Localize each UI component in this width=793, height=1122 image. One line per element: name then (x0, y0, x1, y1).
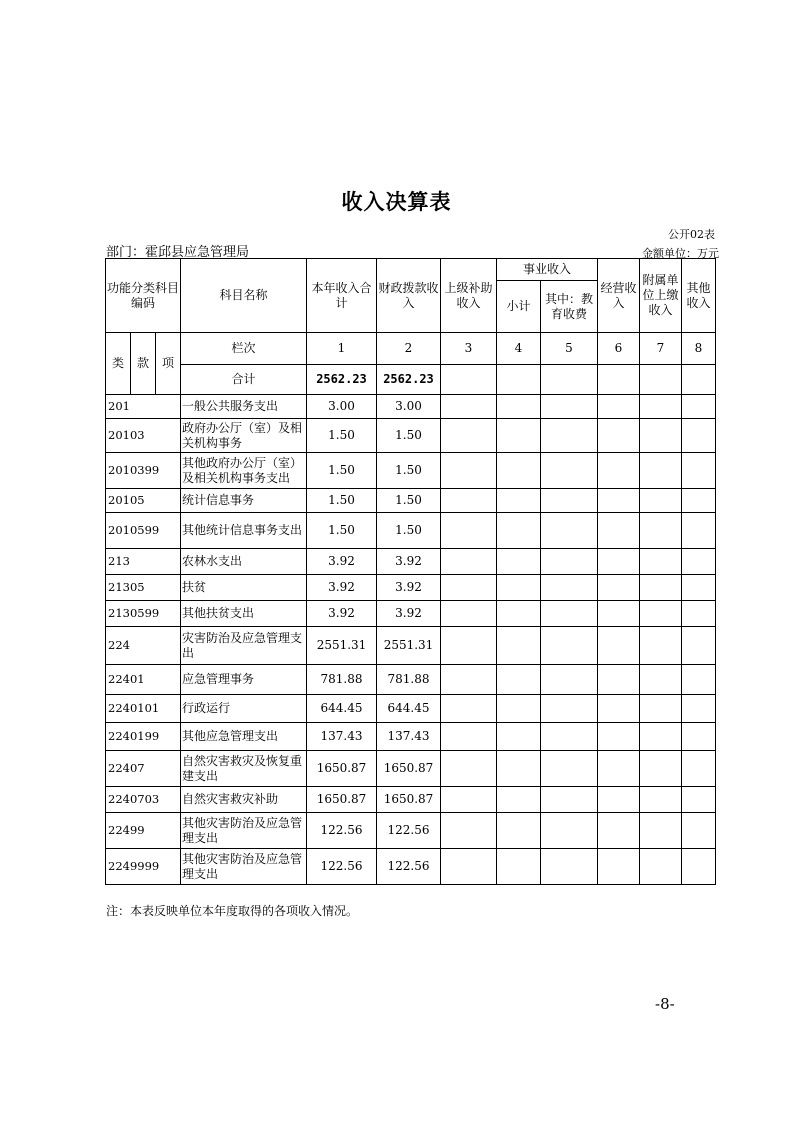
empty-cell (682, 601, 716, 627)
row-total: 137.43 (307, 723, 377, 751)
row-code: 2130599 (106, 601, 181, 627)
column-number: 4 (497, 333, 541, 365)
empty-cell (682, 787, 716, 813)
form-number: 公开02表 (668, 228, 715, 241)
empty-cell (598, 365, 640, 395)
sum-total: 2562.23 (307, 365, 377, 395)
column-number: 1 (307, 333, 377, 365)
empty-cell (497, 695, 541, 723)
row-code: 22499 (106, 813, 181, 849)
table-row (106, 453, 716, 489)
table-row (106, 849, 716, 885)
row-total: 122.56 (307, 813, 377, 849)
empty-cell (598, 751, 640, 787)
row-code: 2240101 (106, 695, 181, 723)
empty-cell (682, 849, 716, 885)
empty-cell (682, 453, 716, 489)
row-fiscal: 1.50 (377, 419, 441, 453)
empty-cell (598, 489, 640, 513)
empty-cell (441, 453, 497, 489)
empty-cell (640, 419, 682, 453)
empty-cell (598, 627, 640, 665)
empty-cell (598, 601, 640, 627)
empty-cell (541, 849, 598, 885)
empty-cell (541, 395, 598, 419)
table-row (106, 751, 716, 787)
header-code: 功能分类科目编码 (106, 259, 181, 333)
header-business-sub: 小计 (497, 281, 541, 333)
empty-cell (598, 695, 640, 723)
row-fiscal: 3.00 (377, 395, 441, 419)
empty-cell (640, 365, 682, 395)
empty-cell (682, 489, 716, 513)
row-total: 3.92 (307, 601, 377, 627)
column-number: 6 (598, 333, 640, 365)
empty-cell (640, 395, 682, 419)
row-fiscal: 3.92 (377, 549, 441, 575)
row-fiscal: 644.45 (377, 695, 441, 723)
row-code: 2010399 (106, 453, 181, 489)
empty-cell (682, 365, 716, 395)
empty-cell (598, 453, 640, 489)
column-number-row (106, 333, 716, 365)
page-number: -8- (655, 995, 675, 1013)
row-name: 其他灾害防治及应急管理支出 (181, 813, 307, 849)
row-name: 自然灾害救灾及恢复重建支出 (181, 751, 307, 787)
page-title: 收入决算表 (341, 190, 452, 214)
row-name: 其他政府办公厅（室）及相关机构事务支出 (181, 453, 307, 489)
row-name: 其他统计信息事务支出 (181, 513, 307, 549)
empty-cell (541, 665, 598, 695)
empty-cell (640, 513, 682, 549)
empty-cell (682, 575, 716, 601)
empty-cell (541, 601, 598, 627)
empty-cell (541, 575, 598, 601)
empty-cell (682, 513, 716, 549)
empty-cell (441, 549, 497, 575)
row-fiscal: 3.92 (377, 601, 441, 627)
header-other: 其他收入 (682, 259, 716, 333)
header-affiliated: 附属单位上缴收入 (640, 259, 682, 333)
empty-cell (541, 549, 598, 575)
empty-cell (682, 395, 716, 419)
row-total: 1.50 (307, 489, 377, 513)
row-code: 20105 (106, 489, 181, 513)
empty-cell (640, 787, 682, 813)
row-fiscal: 2551.31 (377, 627, 441, 665)
row-code: 2249999 (106, 849, 181, 885)
empty-cell (541, 695, 598, 723)
empty-cell (497, 751, 541, 787)
row-total: 1650.87 (307, 751, 377, 787)
row-name: 一般公共服务支出 (181, 395, 307, 419)
table-row (106, 575, 716, 601)
table-row (106, 695, 716, 723)
empty-cell (497, 453, 541, 489)
empty-cell (640, 575, 682, 601)
row-fiscal: 122.56 (377, 813, 441, 849)
column-number: 3 (441, 333, 497, 365)
empty-cell (640, 453, 682, 489)
empty-cell (441, 787, 497, 813)
empty-cell (598, 513, 640, 549)
empty-cell (640, 665, 682, 695)
empty-cell (497, 395, 541, 419)
row-total: 781.88 (307, 665, 377, 695)
row-total: 2551.31 (307, 627, 377, 665)
empty-cell (541, 489, 598, 513)
empty-cell (640, 627, 682, 665)
empty-cell (682, 723, 716, 751)
empty-cell (682, 665, 716, 695)
income-table (105, 258, 716, 885)
empty-cell (640, 751, 682, 787)
empty-cell (640, 723, 682, 751)
table-row (106, 489, 716, 513)
empty-cell (598, 813, 640, 849)
column-number: 8 (682, 333, 716, 365)
row-code: 2240199 (106, 723, 181, 751)
row-name: 扶贫 (181, 575, 307, 601)
column-number: 7 (640, 333, 682, 365)
empty-cell (497, 723, 541, 751)
column-number-label: 栏次 (181, 333, 307, 365)
empty-cell (598, 395, 640, 419)
table-note: 注：本表反映单位本年度取得的各项收入情况。 (106, 904, 359, 918)
row-name: 其他扶贫支出 (181, 601, 307, 627)
row-fiscal: 1650.87 (377, 751, 441, 787)
row-total: 644.45 (307, 695, 377, 723)
empty-cell (598, 549, 640, 575)
empty-cell (497, 575, 541, 601)
row-total: 1.50 (307, 453, 377, 489)
empty-cell (682, 549, 716, 575)
row-name: 统计信息事务 (181, 489, 307, 513)
empty-cell (497, 601, 541, 627)
column-number: 5 (541, 333, 598, 365)
table-row (106, 627, 716, 665)
row-name: 应急管理事务 (181, 665, 307, 695)
row-fiscal: 1650.87 (377, 787, 441, 813)
empty-cell (682, 813, 716, 849)
row-name: 农林水支出 (181, 549, 307, 575)
header-operating: 经营收入 (598, 259, 640, 333)
empty-cell (441, 575, 497, 601)
empty-cell (441, 513, 497, 549)
empty-cell (497, 513, 541, 549)
header-total: 本年收入合计 (307, 259, 377, 333)
empty-cell (441, 489, 497, 513)
row-name: 其他应急管理支出 (181, 723, 307, 751)
empty-cell (598, 787, 640, 813)
empty-cell (497, 489, 541, 513)
amount-unit-label: 金额单位：万元 (642, 247, 719, 260)
empty-cell (541, 419, 598, 453)
header-kuan: 款 (131, 333, 156, 395)
empty-cell (441, 723, 497, 751)
row-fiscal: 1.50 (377, 489, 441, 513)
empty-cell (640, 601, 682, 627)
empty-cell (441, 695, 497, 723)
row-total: 3.92 (307, 549, 377, 575)
sum-fiscal: 2562.23 (377, 365, 441, 395)
empty-cell (441, 395, 497, 419)
header-fiscal: 财政拨款收入 (377, 259, 441, 333)
sum-row (106, 365, 716, 395)
empty-cell (640, 813, 682, 849)
row-code: 20103 (106, 419, 181, 453)
row-total: 3.92 (307, 575, 377, 601)
empty-cell (598, 575, 640, 601)
empty-cell (541, 365, 598, 395)
row-code: 22407 (106, 751, 181, 787)
row-name: 自然灾害救灾补助 (181, 787, 307, 813)
empty-cell (598, 849, 640, 885)
header-name: 科目名称 (181, 259, 307, 333)
empty-cell (497, 419, 541, 453)
row-total: 122.56 (307, 849, 377, 885)
table-row (106, 395, 716, 419)
row-code: 21305 (106, 575, 181, 601)
table-row (106, 787, 716, 813)
empty-cell (441, 601, 497, 627)
table-row (106, 549, 716, 575)
header-business-edu: 其中：教育收费 (541, 281, 598, 333)
empty-cell (497, 549, 541, 575)
empty-cell (497, 813, 541, 849)
empty-cell (441, 665, 497, 695)
table-row (106, 601, 716, 627)
empty-cell (497, 787, 541, 813)
empty-cell (682, 751, 716, 787)
empty-cell (682, 695, 716, 723)
empty-cell (541, 627, 598, 665)
empty-cell (541, 513, 598, 549)
row-total: 1.50 (307, 513, 377, 549)
empty-cell (640, 849, 682, 885)
empty-cell (640, 489, 682, 513)
empty-cell (640, 549, 682, 575)
row-total: 1.50 (307, 419, 377, 453)
empty-cell (497, 627, 541, 665)
row-name: 行政运行 (181, 695, 307, 723)
empty-cell (682, 419, 716, 453)
row-name: 政府办公厅（室）及相关机构事务 (181, 419, 307, 453)
empty-cell (497, 665, 541, 695)
table-row (106, 513, 716, 549)
empty-cell (682, 627, 716, 665)
table-row (106, 813, 716, 849)
empty-cell (598, 665, 640, 695)
row-total: 1650.87 (307, 787, 377, 813)
header-lei: 类 (106, 333, 131, 395)
empty-cell (541, 751, 598, 787)
empty-cell (598, 723, 640, 751)
row-fiscal: 781.88 (377, 665, 441, 695)
empty-cell (441, 627, 497, 665)
empty-cell (541, 787, 598, 813)
empty-cell (441, 849, 497, 885)
row-fiscal: 122.56 (377, 849, 441, 885)
department-label: 部门：霍邱县应急管理局 (106, 245, 250, 260)
empty-cell (441, 419, 497, 453)
empty-cell (441, 813, 497, 849)
row-fiscal: 137.43 (377, 723, 441, 751)
empty-cell (598, 419, 640, 453)
row-total: 3.00 (307, 395, 377, 419)
row-fiscal: 1.50 (377, 513, 441, 549)
empty-cell (497, 365, 541, 395)
table-row (106, 723, 716, 751)
row-name: 其他灾害防治及应急管理支出 (181, 849, 307, 885)
row-fiscal: 1.50 (377, 453, 441, 489)
header-xiang: 项 (156, 333, 181, 395)
row-code: 22401 (106, 665, 181, 695)
row-name: 灾害防治及应急管理支出 (181, 627, 307, 665)
header-superior: 上级补助收入 (441, 259, 497, 333)
row-code: 213 (106, 549, 181, 575)
header-business-group: 事业收入 (497, 259, 598, 281)
column-number: 2 (377, 333, 441, 365)
empty-cell (497, 849, 541, 885)
table-row (106, 419, 716, 453)
empty-cell (441, 365, 497, 395)
row-code: 2010599 (106, 513, 181, 549)
empty-cell (541, 813, 598, 849)
row-code: 224 (106, 627, 181, 665)
header-row-1 (106, 259, 716, 281)
table-row (106, 665, 716, 695)
sum-label: 合计 (181, 365, 307, 395)
row-fiscal: 3.92 (377, 575, 441, 601)
empty-cell (541, 453, 598, 489)
row-code: 2240703 (106, 787, 181, 813)
row-code: 201 (106, 395, 181, 419)
empty-cell (640, 695, 682, 723)
empty-cell (541, 723, 598, 751)
empty-cell (441, 751, 497, 787)
